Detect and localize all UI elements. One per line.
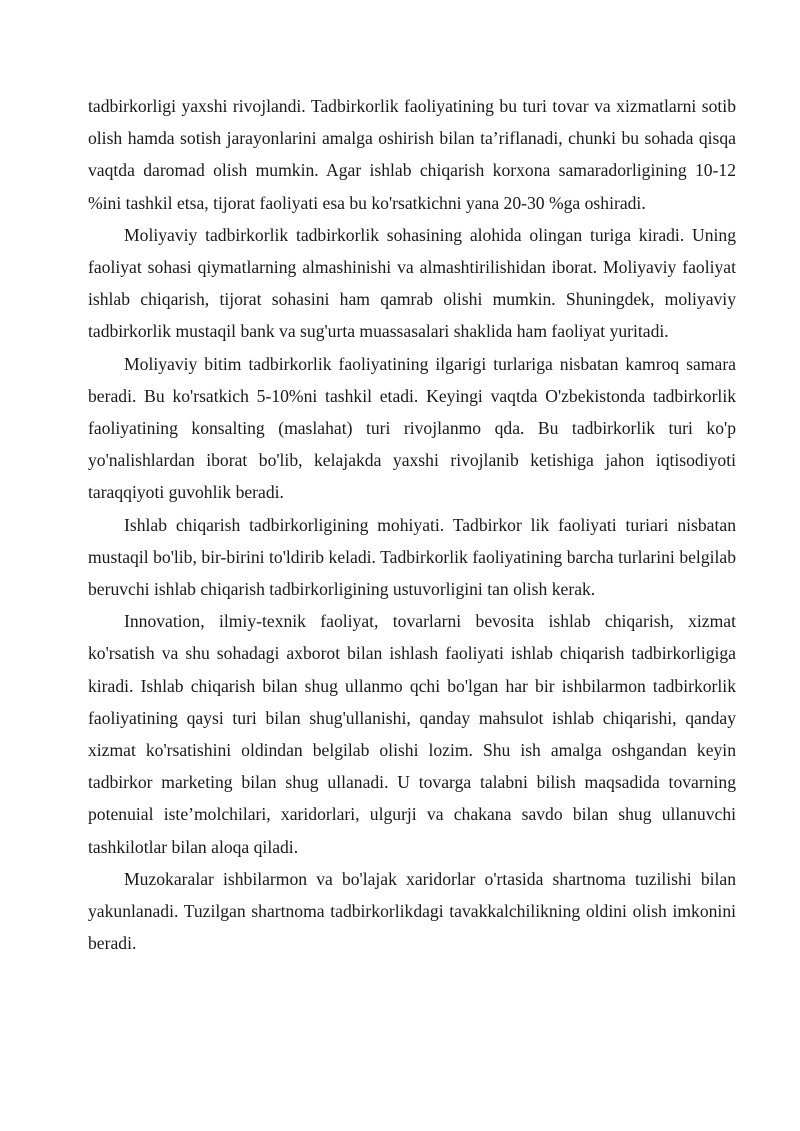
paragraph-financial-transaction: Moliyaviy bitim tadbirkorlik faoliyatining ilgarigi turlariga nisbatan kamroq samara beradi. Bu ko'rsatkich 5-10%ni tashkil etadi. Keyingi vaqtda O'zbekistonda tadbirkorlik faoliyatining konsalting (maslahat) turi rivojlanmo qda. Bu tadbirkorlik turi ko'p yo'nalishlardan iborat bo'lib, kelajakda yaxshi rivojlanib ketishiga jahon iqtisodiyoti taraqqiyoti guvohlik beradi. [88, 353, 736, 503]
paragraph-financial-entrepreneurship: Moliyaviy tadbirkorlik tadbirkorlik sohasining alohida olingan turiga kiradi. Uning faoliyat sohasi qiymatlarning almashinishi va almashtirilishidan iborat. Moliyaviy faoliyat ishlab chiqarish, tijorat sohasini ham qamrab olishi mumkin. Shuningdek, moliyaviy tadbirkorlik mustaqil bank va sug'urta muassasalari shaklida ham faoliyat yuritadi. [88, 224, 736, 342]
paragraph-production-essence: Ishlab chiqarish tadbirkorligining mohiyati. Tadbirkor lik faoliyati turiari nisbatan mustaqil bo'lib, bir-birini to'ldirib keladi. Tadbirkorlik faoliyatining barcha turlarini belgilab beruvchi ishlab chiqarish tadbirkorligining ustuvorligini tan olish kerak. [88, 514, 736, 600]
paragraph-intro-continuation: tadbirkorligi yaxshi rivojlandi. Tadbirkorlik faoliyatining bu turi tovar va xizmatlarni sotib olish hamda sotish jarayonlarini amalga oshirish bilan ta’riflanadi, chunki bu sohada qisqa vaqtda daromad olish mumkin. Agar ishlab chiqarish korxona samaradorligining 10-12 %ini tashkil etsa, tijorat faoliyati esa bu ko'rsatkichni yana 20-30 %ga oshiradi. [88, 96, 736, 213]
paragraph-negotiations: Muzokaralar ishbilarmon va bo'lajak xaridorlar o'rtasida shartnoma tuzilishi bilan yakunlanadi. Tuzilgan shartnoma tadbirkorlikdagi tavakkalchilikning oldini olish imkonini beradi. [88, 868, 736, 954]
document-page [88, 90, 736, 959]
paragraph-innovation: Innovation, ilmiy-texnik faoliyat, tovarlarni bevosita ishlab chiqarish, xizmat ko'rsatish va shu sohadagi axborot bilan ishlash faoliyati ishlab chiqarish tadbirkorligiga kiradi. Ishlab chiqarish bilan shug ullanmo qchi bo'lgan har bir ishbilarmon tadbirkorlik faoliyatining qaysi turi bilan shug'ullanishi, qanday mahsulot ishlab chiqarishi, qanday xizmat ko'rsatishini oldindan belgilab olishi lozim. Shu ish amalga oshgandan keyin tadbirkor marketing bilan shug ullanadi. U tovarga talabni bilish maqsadida tovarning potenuial iste’molchilari, xaridorlari, ulgurji va chakana savdo bilan shug ullanuvchi tashkilotlar bilan aloqa qiladi. [88, 611, 736, 857]
